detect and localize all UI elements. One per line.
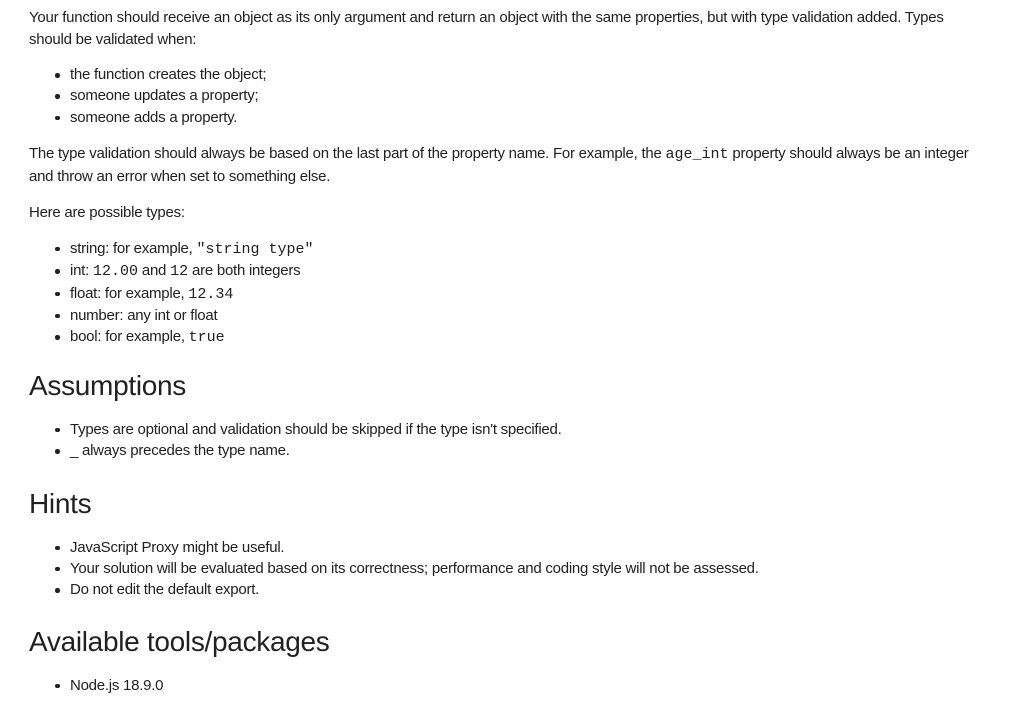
age-int-code: age_int bbox=[665, 146, 729, 164]
type-float-code: 12.34 bbox=[188, 285, 234, 303]
type-bool-label: bool: for example, bbox=[70, 328, 189, 346]
list-item: Node.js 18.9.0 bbox=[70, 675, 984, 696]
types-list bbox=[29, 238, 984, 349]
types-intro: Here are possible types: bbox=[29, 204, 185, 222]
type-int-code-1: 12.00 bbox=[92, 263, 138, 281]
list-item: someone adds a property. bbox=[70, 107, 984, 128]
tools-heading: Available tools/packages bbox=[29, 625, 330, 657]
type-float-item bbox=[70, 283, 984, 305]
type-string-item bbox=[70, 238, 984, 260]
validation-rule-text-before: The type validation should always be based on the last part of the property name. For example, the bbox=[29, 145, 666, 163]
type-number-item bbox=[70, 305, 984, 326]
type-int-suffix: are both integers bbox=[188, 262, 301, 280]
list-item: someone updates a property; bbox=[70, 85, 984, 106]
type-bool-item bbox=[70, 326, 984, 348]
type-int-item bbox=[70, 260, 984, 282]
list-item: JavaScript Proxy might be useful. bbox=[70, 537, 984, 558]
list-item: the function creates the object; bbox=[70, 64, 984, 85]
list-item: Types are optional and validation should be skipped if the type isn't specified. bbox=[70, 419, 984, 440]
list-item: _ always precedes the type name. bbox=[70, 440, 984, 461]
type-bool-code: true bbox=[188, 329, 225, 347]
assumptions-list bbox=[29, 419, 984, 462]
hints-heading: Hints bbox=[29, 487, 92, 519]
tools-list bbox=[29, 675, 984, 696]
validation-rule-paragraph bbox=[29, 143, 984, 187]
type-string-code: "string type" bbox=[196, 240, 314, 258]
type-int-middle: and bbox=[137, 262, 171, 280]
type-number-label: number: any int or float bbox=[70, 306, 218, 324]
list-item: Do not edit the default export. bbox=[70, 579, 984, 600]
type-int-label: int: bbox=[70, 262, 93, 280]
type-float-label: float: for example, bbox=[70, 284, 189, 302]
type-int-code-2: 12 bbox=[170, 263, 189, 281]
validation-rule-text-after: property should always be an integer and throw an error when set to something else. bbox=[29, 145, 969, 185]
list-item: Your solution will be evaluated based on its correctness; performance and coding style will not be assessed. bbox=[70, 558, 984, 579]
validation-triggers-list bbox=[29, 64, 984, 128]
hints-list bbox=[29, 537, 984, 601]
assumptions-heading: Assumptions bbox=[29, 369, 186, 401]
type-string-label: string: for example, bbox=[70, 239, 197, 257]
intro-paragraph: Your function should receive an object as its only argument and return an object with the same properties, but with type validation added. Types should be validated when: bbox=[29, 9, 944, 48]
